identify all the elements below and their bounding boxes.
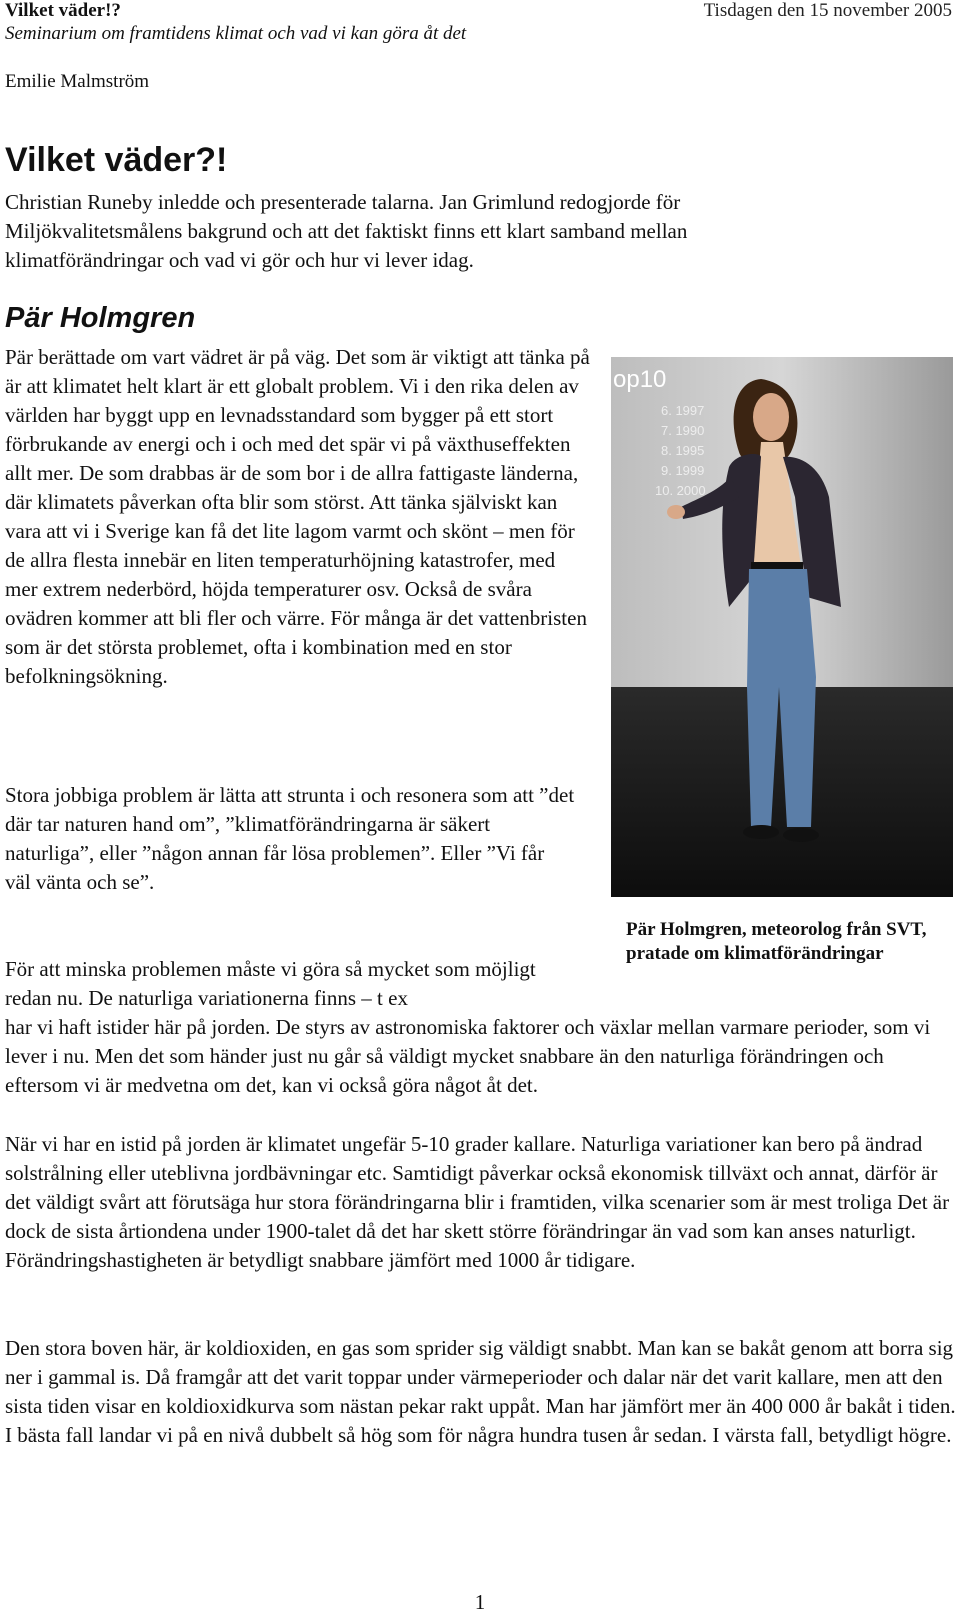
paragraph-5: Den stora boven här, är koldioxiden, en gas som sprider sig väldigt snabbt. Man kan se bakåt genom att borra sig ner i gammal is. Då framgår att det varit toppar under värmeperioder och dalar när det varit kallare, men att den sista tiden visar en koldioxidkurva som nästan pekar rakt uppåt. Man har jämfört mer än 400 000 år bakåt i tiden. I bästa fall landar vi på en nivå dubbelt så hög som för några hundra tusen år sedan. I värsta fall, betydligt högre.	[5, 1336, 956, 1447]
paragraph-2: Stora jobbiga problem är lätta att strunta i och resonera som att ”det där tar naturen hand om”, ”klimatförändringarna är säkert naturliga”, eller ”någon annan får lösa problemen”. Eller ”Vi får väl vänta och se”.	[5, 783, 575, 894]
paragraph-3-end: har vi haft istider här på jorden. De styrs av astronomiska faktorer och växlar mellan varmare perioder, som vi lever i nu. Men det som händer just nu går så väldigt mycket snabbare än den naturliga förändringen och eftersom vi är medvetna om det, kan vi också göra något åt det.	[5, 1015, 931, 1097]
author-name: Emilie Malmström	[5, 71, 150, 92]
screen-row: 7. 1990	[661, 423, 705, 438]
paragraph-1: Pär berättade om vart vädret är på väg. Det som är viktigt att tänka på är att klimatet helt klart är ett globalt problem. Vi i den rika delen av världen har byggt upp en levnadsstandard som bygger på ett stort förbrukande av energi och i och med det spär vi på växthuseffekten allt mer. De som drabbas är de som bor i de allra fattigaste länderna, där klimatets påverkan ofta blir som störst. Att tänka själviskt kan vara att vi i Sverige kan få det lite lagom varmt och skönt – men för de allra flesta innebär en liten temperaturhöjning katastrofer, med mer extrem nederbörd, höjda temperaturer osv. Också de svåra ovädren kommer att bli fler och värre. För många är det vattenbristen som är det största problemet, ofta i kombination med en stor befolkningsökning.	[5, 345, 590, 688]
screen-row: 9. 1999	[661, 463, 705, 478]
header-date: Tisdagen den 15 november 2005	[703, 0, 952, 21]
screen-row: 10. 2000	[655, 483, 706, 498]
screen-title: op10	[613, 366, 667, 393]
article-heading: Vilket väder?!	[5, 141, 228, 179]
photo-caption: Pär Holmgren, meteorolog från SVT, pratade om klimatförändringar	[626, 919, 927, 964]
paragraph-4: När vi har en istid på jorden är klimatet ungefär 5-10 grader kallare. Naturliga variationer kan bero på ändrad solstrålning eller uteblivna jordbävningar etc. Samtidigt påverkar också ekonomisk tillväxt och annat, därför är det väldigt svårt att förutsäga hur stora förändringarna blir i framtiden, vilka scenarier som är mest troliga Det är dock de sista årtiondena under 1900-talet då det har skett större förändringar än vad som kan anses naturligt. Förändringshastigheten är betydligt snabbare jämfört med 1000 år tidigare.	[5, 1132, 950, 1272]
page-number: 1	[474, 1590, 486, 1614]
paragraph-3-start: För att minska problemen måste vi göra så mycket som möjligt redan nu. De naturliga variationerna finns – t ex	[5, 957, 536, 1010]
header-subtitle: Seminarium om framtidens klimat och vad vi kan göra åt det	[5, 23, 467, 44]
header-title: Vilket väder!?	[5, 0, 121, 21]
intro-paragraph: Christian Runeby inledde och presenterade talarna. Jan Grimlund redogjorde för Miljökvalitetsmålens bakgrund och att det faktiskt finns ett klart samband mellan klimatförändringar och vad vi gör och hur vi lever idag.	[5, 190, 688, 272]
screen-row: 8. 1995	[661, 443, 705, 458]
screen-row: 6. 1997	[661, 403, 705, 418]
speaker-photo	[611, 357, 953, 897]
section-heading: Pär Holmgren	[5, 302, 196, 334]
